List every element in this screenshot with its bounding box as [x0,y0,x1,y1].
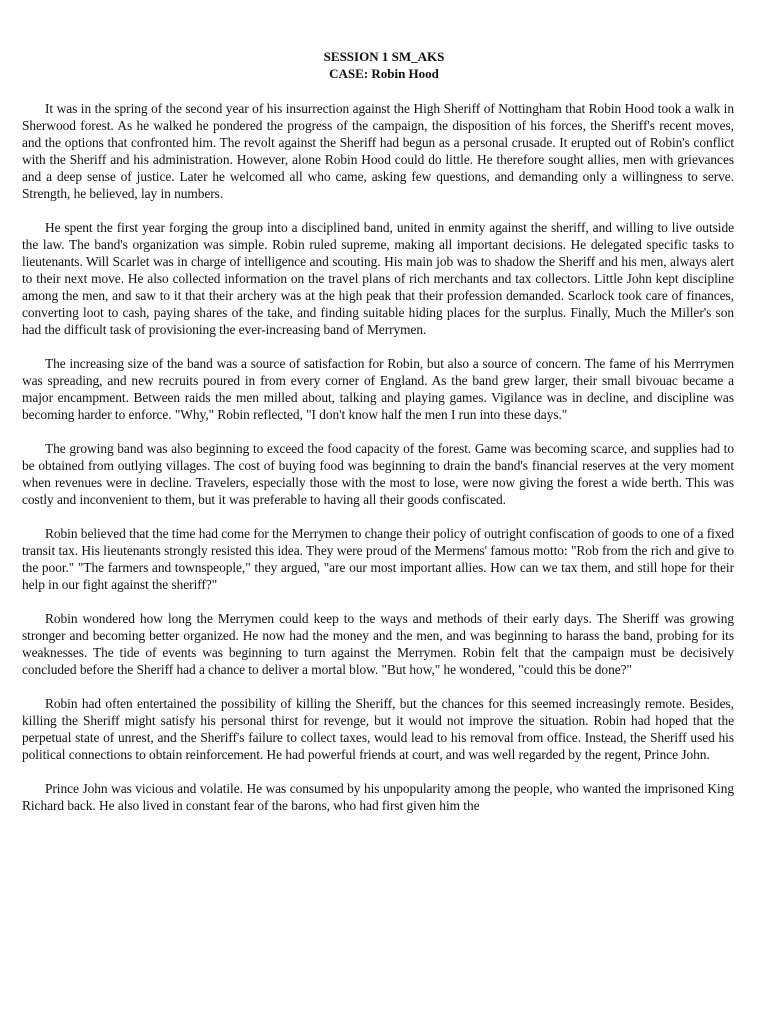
case-title: CASE: Robin Hood [329,66,439,81]
document-title: SESSION 1 SM_AKS [323,49,445,64]
paragraph: It was in the spring of the second year of his insurrection against the High Sheriff of Nottingham that Robin Hood took a walk in Sherwood forest. As he walked he pondered the progress of the campaign, the disposition of his forces, the Sheriff's recent moves, and the options that confronted him. The revolt against the Sheriff had begun as a personal crusade. It erupted out of Robin's conflict with the Sheriff and his administration. However, alone Robin Hood could do little. He therefore sought allies, men with grievances and a deep sense of justice. Later he welcomed all who came, asking few questions, and demanding only a willingness to serve. Strength, he believed, lay in numbers. [22,101,734,201]
paragraph: Prince John was vicious and volatile. He was consumed by his unpopularity among the people, who wanted the imprisoned King Richard back. He also lived in constant fear of the barons, who had first given him the [22,781,734,813]
paragraph: He spent the first year forging the group into a disciplined band, united in enmity against the sheriff, and willing to live outside the law. The band's organization was simple. Robin ruled supreme, making all important decisions. He delegated specific tasks to lieutenants. Will Scarlet was in charge of intelligence and scouting. His main job was to shadow the Sheriff and his men, always alert to their next move. He also collected information on the travel plans of rich merchants and tax collectors. Little John kept discipline among the men, and saw to it that their archery was at the high peak that their profession demanded. Scarlock took care of finances, converting loot to cash, paying shares of the take, and finding suitable hiding places for the surplus. Finally, Much the Miller's son had the difficult task of provisioning the ever-increasing band of Merrymen. [22,220,734,337]
paragraph: The increasing size of the band was a source of satisfaction for Robin, but also a source of concern. The fame of his Merrrymen was spreading, and new recruits poured in from every corner of England. As the band grew larger, their small bivouac became a major encampment. Between raids the men milled about, talking and playing games. Vigilance was in decline, and discipline was becoming harder to enforce. "Why," Robin reflected, "I don't know half the men I run into these days." [22,356,734,422]
paragraph: Robin believed that the time had come for the Merrymen to change their policy of outright confiscation of goods to one of a fixed transit tax. His lieutenants strongly resisted this idea. They were proud of the Mermens' famous motto: "Rob from the rich and give to the poor." "The farmers and townspeople," they argued, "are our most important allies. How can we tax them, and still hope for their help in our fight against the sheriff?" [22,526,734,592]
document-body [22,100,734,831]
paragraph: Robin wondered how long the Merrymen could keep to the ways and methods of their early days. The Sheriff was growing stronger and becoming better organized. He now had the money and the men, and was beginning to harass the band, probing for its weaknesses. The tide of events was beginning to turn against the Merrymen. Robin felt that the campaign must be decisively concluded before the Sheriff had a chance to deliver a mortal blow. "But how," he wondered, "could this be done?" [22,611,734,677]
paragraph: The growing band was also beginning to exceed the food capacity of the forest. Game was becoming scarce, and supplies had to be obtained from outlying villages. The cost of buying food was beginning to drain the band's financial reserves at the very moment when revenues were in decline. Travelers, especially those with the most to lose, were now giving the forest a wide berth. This was costly and inconvenient to them, but it was preferable to having all their goods confiscated. [22,441,734,507]
paragraph: Robin had often entertained the possibility of killing the Sheriff, but the chances for this seemed increasingly remote. Besides, killing the Sheriff might satisfy his personal thirst for revenge, but it would not improve the situation. Robin had hoped that the perpetual state of unrest, and the Sheriff's failure to collect taxes, would lead to his removal from office. Instead, the Sheriff used his political connections to obtain reinforcement. He had powerful friends at court, and was well regarded by the regent, Prince John. [22,696,734,762]
